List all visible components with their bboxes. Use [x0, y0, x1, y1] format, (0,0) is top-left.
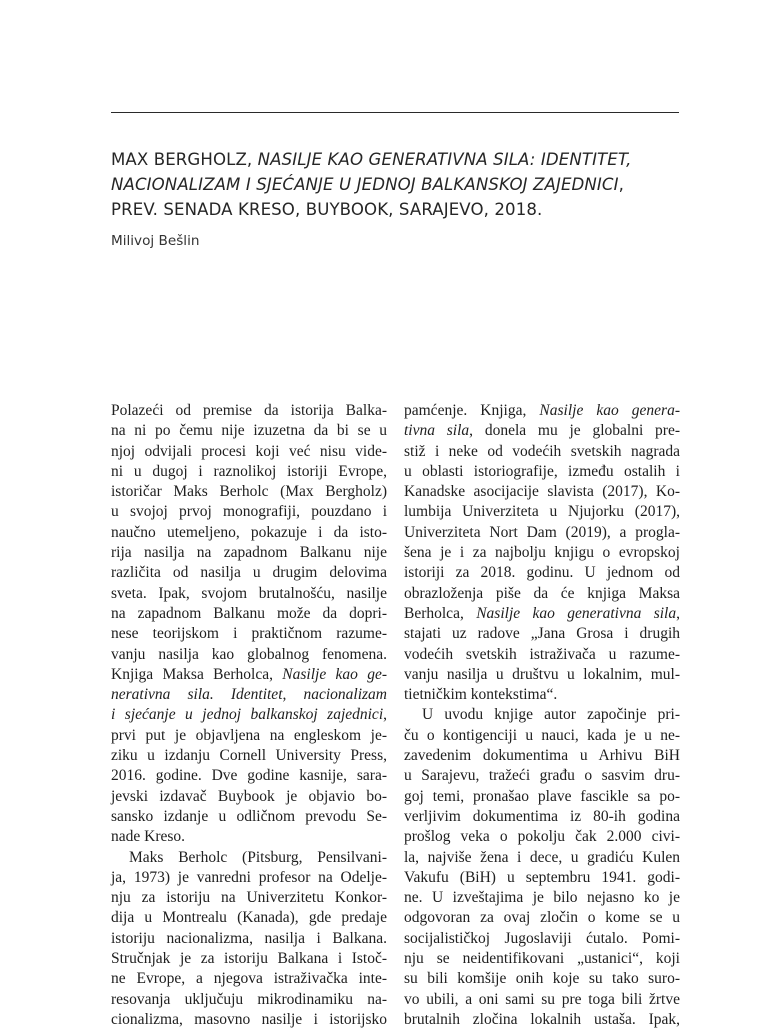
text-line — [111, 908, 387, 928]
body-text: Vakufu (BiH) u septembru 1941. godi- — [404, 868, 680, 886]
body-text: la, najviše žena i dece, u gradiću Kulen — [404, 848, 680, 866]
body-text: ne Evrope, a njegova istraživačka inte- — [111, 970, 387, 988]
text-line — [404, 401, 680, 421]
body-text: vanju nasilja u društvu u lokalnim, mul- — [404, 665, 680, 683]
heading-segment: NACIONALIZAM I SJEĆANJE U JEDNOJ BALKANSKOJ ZAJEDNICI — [111, 175, 619, 194]
body-text: Knjiga Maksa Berholca, — [111, 665, 283, 683]
body-text: rija nasilja na zapadnom Balkanu nije — [111, 544, 387, 562]
italic-title-text: tivna sila — [404, 422, 470, 440]
body-text: , — [383, 706, 387, 724]
text-line — [404, 543, 680, 563]
body-text: verljivim dokumentima iz 80-ih godina — [404, 807, 680, 825]
body-text: su bili komšije onih koje su tako surо- — [404, 970, 680, 988]
body-text: Polazeći od premise da istorija Balka- — [111, 402, 387, 419]
body-text: prošlog veka o pokolju čak 2.000 civi- — [404, 828, 680, 846]
body-text: tietničkim kontekstima“. — [404, 686, 558, 704]
body-text: nju za istoriju na Univerzitetu Konkor- — [111, 889, 387, 907]
text-line — [111, 827, 387, 847]
body-text: u Sarajevu, tražeći građu o sasvim dru- — [404, 767, 680, 785]
body-text: dija u Montrealu (Kanada), gde predaje — [111, 909, 387, 927]
text-line — [111, 1010, 387, 1030]
text-line — [404, 787, 680, 807]
text-line — [111, 766, 387, 786]
body-text: naučno utemeljeno, pokazuje i da isto- — [111, 523, 387, 541]
text-line — [404, 726, 680, 746]
text-line — [111, 523, 387, 543]
text-line — [111, 746, 387, 766]
body-text: ziku u izdanju Cornell University Press, — [111, 747, 387, 765]
text-line — [404, 990, 680, 1010]
body-text: njoj odvijali procesi koji već nisu vide- — [111, 442, 387, 460]
heading-segment: , — [618, 175, 624, 194]
body-text: resovanja uključuju mikrodinamiku na- — [111, 990, 387, 1008]
heading-segment: PREV. SENADA KRESO, BUYBOOK, SARAJEVO, 2018. — [111, 200, 543, 219]
body-text: sveta. Ipak, svojom brutalnošću, nasilje — [111, 584, 387, 602]
text-line — [111, 929, 387, 949]
body-text: ja, 1973) je vanredni profesor na Odelje- — [111, 868, 387, 886]
body-text: stiž i neke od vodećih svetskih nagrada — [404, 442, 680, 460]
text-line — [404, 523, 680, 543]
text-line — [111, 604, 387, 624]
heading-line — [111, 197, 691, 222]
text-line — [404, 705, 680, 725]
text-line — [111, 888, 387, 908]
body-text: odgovoran za ovaj zločin o kome se u — [404, 909, 680, 927]
body-text: istoriju nacionalizma, nasilja i Balkana. — [111, 929, 387, 947]
body-text: brutalnih zločina lokalnih ustaša. Ipak, — [404, 1010, 680, 1028]
body-text: lumbija Univerziteta u Njujorku (2017), — [404, 503, 680, 521]
italic-title-text: Nasilje kao ge- — [282, 665, 387, 683]
text-line — [404, 868, 680, 888]
body-text: pamćenje. Knjiga, — [404, 402, 540, 419]
body-text: ne. U izveštajima je bilo nejasno ko je — [404, 889, 680, 907]
text-line — [404, 584, 680, 604]
body-text: Kanadske asocijacije slavista (2017), Ko- — [404, 483, 680, 501]
body-text: šena je i za najbolju knjigu o evropskoj — [404, 544, 680, 562]
text-line — [404, 746, 680, 766]
author-name: Milivoj Bešlin — [111, 233, 200, 249]
body-text: , — [676, 604, 680, 622]
text-line — [111, 726, 387, 746]
text-line — [404, 1010, 680, 1030]
text-line — [111, 442, 387, 462]
body-text: vanju nasilja kao globalnog fenomena. — [111, 645, 387, 663]
text-line — [111, 563, 387, 583]
body-text: istoriji za 2018. godinu. U jednom od — [404, 564, 680, 582]
body-text: cionalizma, masovno nasilje i istorijsko — [111, 1010, 387, 1028]
body-text: vo ubili, a oni sami su pre toga bili žrtve — [404, 990, 680, 1008]
body-text: u oblasti istoriografije, između ostalih i — [404, 462, 680, 480]
text-line — [111, 705, 387, 725]
body-text: Stručnjak je za istoriju Balkana i Istoč- — [111, 950, 387, 968]
heading-segment: MAX BERGHOLZ, — [111, 150, 258, 169]
text-line — [111, 624, 387, 644]
text-line — [404, 482, 680, 502]
heading-line — [111, 172, 691, 197]
text-line — [404, 807, 680, 827]
heading-line — [111, 147, 691, 172]
body-text: jevski izdavač Buybook je objavio bo- — [111, 787, 387, 805]
text-line — [111, 969, 387, 989]
body-text: 2016. godine. Dve godine kasnije, sara- — [111, 767, 387, 785]
text-line — [404, 462, 680, 482]
text-line — [404, 848, 680, 868]
text-line — [111, 401, 387, 421]
body-text: Univerziteta Nort Dam (2019), a progla- — [404, 523, 680, 541]
text-line — [404, 929, 680, 949]
text-line — [404, 685, 680, 705]
text-line — [111, 990, 387, 1010]
body-text: sansko izdanje u odličnom prevodu Se- — [111, 807, 387, 825]
body-text: nade Kreso. — [111, 828, 186, 846]
italic-title-text: Nasilje kao generativna sila — [476, 604, 677, 622]
review-heading — [111, 147, 691, 222]
body-text: nese teorijskom i praktičnom razume- — [111, 625, 387, 643]
body-text: vodećih svetskih istraživača u razume- — [404, 645, 680, 663]
text-line — [404, 908, 680, 928]
text-line — [404, 827, 680, 847]
text-line — [404, 502, 680, 522]
text-line — [404, 563, 680, 583]
body-text: na zapadnom Balkanu može da dopri- — [111, 604, 387, 622]
body-text: , donela mu je globalni pre- — [469, 422, 680, 440]
body-text: ču o kontigenciji u nauci, kada je u ne- — [404, 726, 680, 744]
text-line — [111, 645, 387, 665]
italic-title-text: nerativna sila. Identitet, nacionalizam — [111, 686, 387, 704]
text-line — [111, 482, 387, 502]
text-line — [111, 949, 387, 969]
text-line — [404, 888, 680, 908]
body-text: nju se neidentifikovani „ustanici“, koji — [404, 950, 680, 968]
text-line — [111, 502, 387, 522]
text-line — [111, 584, 387, 604]
italic-title-text: i sjećanje u jednoj balkanskoj zajednici — [111, 706, 384, 724]
body-text: u svojoj prvoj monografiji, pouzdano i — [111, 503, 387, 521]
text-line — [111, 421, 387, 441]
text-line — [111, 848, 387, 868]
body-text: prvi put je objavljena na engleskom je- — [111, 726, 387, 744]
text-line — [404, 604, 680, 624]
text-line — [404, 624, 680, 644]
italic-title-text: Nasilje kao genera- — [539, 402, 680, 419]
body-text: Berholca, — [404, 604, 477, 622]
text-line — [111, 868, 387, 888]
text-line — [111, 787, 387, 807]
text-line — [404, 421, 680, 441]
body-text: na ni po čemu nije izuzetna da bi se u — [111, 422, 387, 440]
text-line — [404, 949, 680, 969]
heading-segment: NASILJE KAO GENERATIVNA SILA: IDENTITET, — [257, 150, 632, 169]
text-column-left — [111, 401, 387, 1030]
body-text: obrazloženja piše da će knjiga Maksa — [404, 584, 680, 602]
text-line — [111, 685, 387, 705]
text-line — [111, 665, 387, 685]
text-line — [404, 766, 680, 786]
body-text: različita od nasilja u drugim delovima — [111, 564, 387, 582]
text-line — [404, 969, 680, 989]
body-text: Maks Berholc (Pitsburg, Pensilvani- — [129, 848, 387, 866]
text-line — [111, 807, 387, 827]
body-text: stajati uz radove „Jana Grosa i drugih — [404, 625, 680, 643]
body-text: U uvodu knjige autor započinje pri- — [422, 706, 680, 724]
body-text: goj temi, pronašao plave fascikle sa po- — [404, 787, 680, 805]
text-line — [404, 645, 680, 665]
body-text: socijalističkoj Jugoslaviji ćutalo. Pomi- — [404, 929, 680, 947]
body-text: istoričar Maks Berholc (Max Bergholz) — [111, 483, 387, 501]
text-column-right — [404, 401, 680, 1030]
text-line — [404, 442, 680, 462]
body-text: ni u dugoj i raznolikoj istoriji Evrope, — [111, 462, 387, 480]
top-rule — [111, 112, 679, 113]
text-line — [111, 543, 387, 563]
body-text: zavedenim dokumentima u Arhivu BiH — [404, 747, 680, 765]
text-line — [404, 665, 680, 685]
text-line — [111, 462, 387, 482]
